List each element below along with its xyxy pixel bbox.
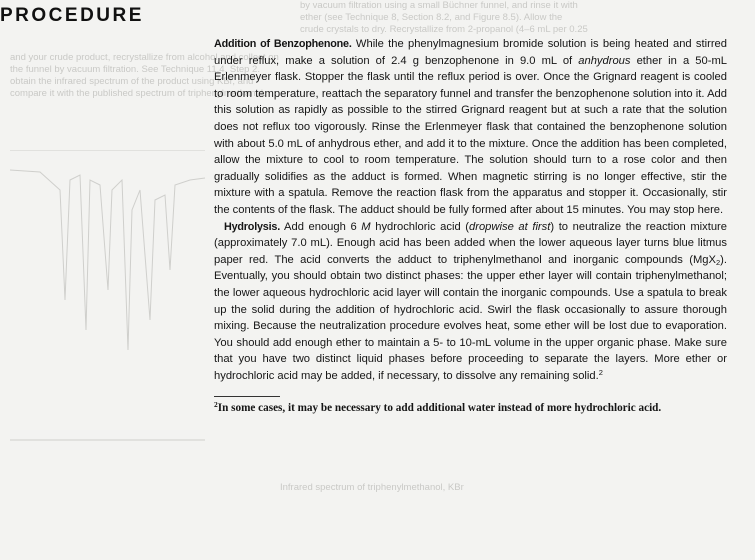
bleed-line: the funnel by vacuum filtration. See Technique 11.4, Step 2. [10, 64, 260, 75]
emphasis-text: anhydrous [578, 54, 631, 67]
paragraph-hydrolysis [214, 219, 727, 385]
bleed-line: and your crude product, recrystallize from alcohol and collect on [10, 52, 279, 63]
bleed-through-text-top [300, 0, 588, 36]
footnote [214, 401, 727, 415]
paragraph-text: Add enough 6 [280, 220, 362, 233]
footnote-reference: 2 [598, 367, 603, 377]
bleed-line: by vacuum filtration using a small Büchner funnel, and rinse it with [300, 0, 578, 11]
bleed-through-spectrum [10, 150, 210, 450]
paragraph-heading: Addition of Benzophenone. [214, 38, 352, 50]
emphasis-text: dropwise at first [469, 220, 551, 233]
paragraph-text: ether in a 50-mL Erlenmeyer flask. Stopper the flask until the reflux period is over. Once the Grignard reagent is cooled to room temperature, reattach the separatory funnel and transfer the benzophenone solution into it. Add this solution as rapidly as possible to the stirred Grignard reagent but at such a rate that the solution does not reflux too vigorously. Rinse the Erlenmeyer flask that contained the benzophenone solution with about 5.0 mL of anhydrous ether, and add it to the mixture. Once the addition has been completed, allow the mixture to cool to room temperature. The solution should turn to a rose color and then gradually solidifies as the adduct is formed. When magnetic stirring is no longer effective, stir the mixture with a spatula. Remove the reaction flask from the apparatus and stopper it. Occasionally, stir the contents of the flask. The adduct should be fully formed after about 15 minutes. You may stop here. [214, 54, 727, 216]
bleed-line: ether (see Technique 8, Section 8.2, and Figure 8.5). Allow the [300, 12, 563, 23]
paragraph-addition [214, 36, 727, 219]
bleed-through-caption [280, 482, 464, 494]
paragraph-text: While the phenylmagnesium bromide solution is being heated and stirred under reflux, make a solution of 2.4 g benzophenone in 9.0 mL of [214, 38, 727, 67]
paragraph-text: hydrochloric acid ( [370, 220, 470, 233]
footnote-text: In some cases, it may be necessary to add additional water instead of more hydrochloric acid. [217, 402, 662, 415]
subscript: 2 [715, 257, 721, 267]
paragraph-text: ). Eventually, you should obtain two distinct phases: the upper ether layer will contain triphenylmethanol; the lower aqueous hydrochloric acid layer will contain the inorganic compounds. Use a spatula to break up the solid during the addition of hydrochloric acid. Swirl the flask occasionally to assure thorough mixing. Because the neutralization procedure evolves heat, some ether will be lost due to evaporation. You should add enough ether to maintain a 5- to 10-mL volume in the upper organic phase. Make sure that you have two distinct liquid phases before proceeding to separate the layers. More ether or hydrochloric acid may be added, if necessary, to dissolve any remaining solid. [214, 253, 727, 382]
bleed-line: obtain the infrared spectrum of the product using KBr, and [10, 76, 254, 87]
bleed-line: compare it with the published spectrum of triphenylmethanol. [10, 88, 266, 99]
page-title: PROCEDURE [0, 5, 144, 26]
emphasis-text: M [361, 220, 371, 233]
footnote-marker: 2 [214, 400, 218, 410]
bleed-line: Infrared spectrum of triphenylmethanol, KBr [280, 482, 464, 493]
bleed-line: crude crystals to dry. Recrystallize from 2-propanol (4–6 mL per 0.25 [300, 24, 588, 35]
procedure-content [214, 36, 727, 415]
paragraph-text: ) to neutralize the reaction mixture (approximately 7.0 mL). Enough acid has been added when the lower aqueous layer turns blue litmus paper red. The acid converts the adduct to triphenylmethanol and inorganic compounds (MgX [214, 220, 727, 266]
paragraph-heading: Hydrolysis. [224, 220, 281, 233]
footnote-divider [214, 396, 280, 397]
